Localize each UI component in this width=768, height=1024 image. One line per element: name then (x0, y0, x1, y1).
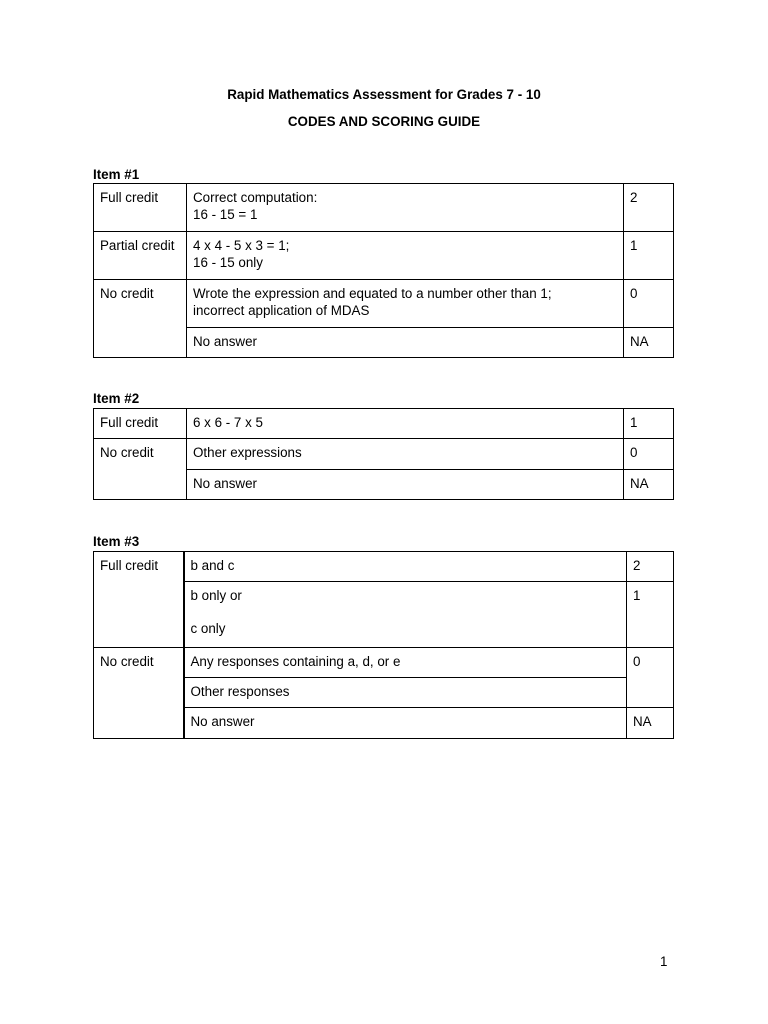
document-title: Rapid Mathematics Assessment for Grades 7 - 10 (227, 87, 541, 102)
score-cell: NA (624, 469, 674, 499)
table-row (94, 409, 674, 439)
item-1-table (93, 183, 674, 358)
description-cell (187, 280, 624, 328)
table-row (94, 184, 674, 232)
item-3-label: Item #3 (93, 534, 140, 549)
code-cell: No credit (94, 647, 184, 738)
description-cell: No answer (187, 469, 624, 499)
description-cell: b and c (184, 552, 627, 582)
description-cell: Any responses containing a, d, or e (184, 647, 627, 677)
code-cell: No credit (94, 439, 187, 500)
score-cell: 1 (627, 582, 674, 647)
description-line: c only (190, 621, 226, 637)
score-cell: 2 (624, 184, 674, 232)
description-line: 16 - 15 = 1 (193, 207, 258, 222)
code-cell: No credit (94, 280, 187, 358)
description-cell (187, 232, 624, 280)
description-cell (184, 582, 627, 647)
score-cell: NA (627, 708, 674, 739)
table-row (94, 647, 674, 677)
code-cell: Full credit (94, 552, 184, 648)
item-3-table (93, 551, 674, 739)
description-cell: Other expressions (187, 439, 624, 469)
item-2-label: Item #2 (93, 391, 140, 406)
score-cell: 1 (624, 409, 674, 439)
score-cell: 0 (624, 280, 674, 328)
code-cell: Full credit (94, 409, 187, 439)
table-row (94, 280, 674, 328)
score-cell: 0 (624, 439, 674, 469)
table-row (94, 552, 674, 582)
description-line: 4 x 4 - 5 x 3 = 1; (193, 238, 290, 253)
item-2-table (93, 408, 674, 500)
code-cell: Full credit (94, 184, 187, 232)
table-row (94, 439, 674, 469)
description-line: 16 - 15 only (193, 255, 263, 270)
description-cell: No answer (187, 328, 624, 358)
document-subtitle: CODES AND SCORING GUIDE (287, 114, 481, 129)
description-line: incorrect application of MDAS (193, 303, 370, 318)
score-cell: NA (624, 328, 674, 358)
score-cell: 0 (627, 647, 674, 708)
description-line: b only or (190, 588, 242, 604)
score-cell: 2 (627, 552, 674, 582)
description-cell: 6 x 6 - 7 x 5 (187, 409, 624, 439)
description-cell: No answer (184, 708, 627, 739)
description-cell (187, 184, 624, 232)
table-row (94, 232, 674, 280)
code-cell: Partial credit (94, 232, 187, 280)
description-cell: Other responses (184, 678, 627, 708)
score-cell: 1 (624, 232, 674, 280)
page-number: 1 (660, 954, 668, 969)
description-line: Correct computation: (193, 190, 318, 205)
item-1-label: Item #1 (93, 167, 140, 182)
description-line: Wrote the expression and equated to a number other than 1; (193, 286, 552, 301)
